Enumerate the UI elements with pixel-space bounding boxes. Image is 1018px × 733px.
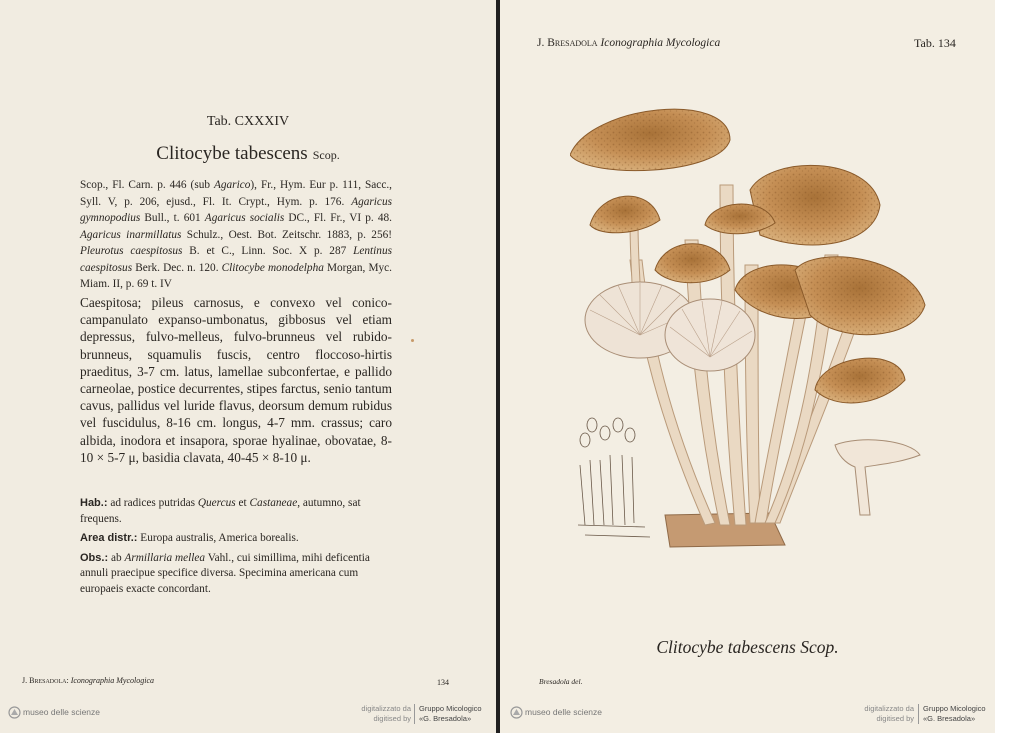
running-footer: J. Bresadola: Iconographia Mycologica [22,676,154,685]
artist-credit: Bresadola del. [539,677,583,686]
observation-label: Obs.: [80,551,109,564]
text-run: Pleurotus caespitosus [80,245,183,257]
paper-speck [411,339,414,342]
text-run: Agaricus inarmillatus [80,228,182,241]
page-header [537,37,720,49]
area-label: Area distr.: [80,532,138,544]
text-run: B. et C., Linn. Soc. X p. 287 [182,245,354,257]
header-author: J. Bresadola [537,37,598,49]
species-title [0,143,496,165]
group-credit-right: Gruppo Micologico «G. Bresadola» [918,704,986,724]
text-run: Castaneae [249,497,298,509]
text-run: DC., Fl. Fr., VI p. 48. [284,212,392,224]
right-margin-strip [995,0,1018,733]
cross-section [835,440,920,515]
text-run: Agaricus gymnopodius [80,195,392,224]
text-run: Vahl., cui simillima, mihi deficentia annuli praecipue specifice diversa. Specimina americana cum europaeis exacte concordant. [80,551,370,595]
museum-logo-icon [8,706,21,719]
area-text: Europa australis, America borealis. [137,532,299,544]
text-run: Agaricus socialis [204,212,285,224]
observation-text [80,552,370,595]
species-name: Clitocybe tabescens [156,143,308,164]
text-run: Berk. Dec. n. 120. [132,261,222,274]
museum-credit-right: museo delle scienze [510,706,602,719]
habitat-label: Hab.: [80,497,108,509]
tab-title: Tab. CXXXIV [206,114,290,129]
text-run: Lentinus caespitosus [80,245,392,274]
text-run: Clitocybe monodelpha [221,261,324,274]
text-run: ad radices putridas [107,497,198,509]
text-run: Quercus [197,497,236,509]
group-credit: Gruppo Micologico «G. Bresadola» [414,704,482,724]
observation-note [80,551,392,598]
text-run: Agarico [213,179,251,191]
left-page [0,0,496,733]
text-run: ), Fr., Hym. Eur p. 111, Sacc., Syll. V, p. 206, ejusd., Fl. It. Crypt., Hym. p. 176. [80,179,392,208]
synonymy-paragraph [80,177,392,293]
header-tab: Tab. 134 [914,36,956,50]
plate-caption: Clitocybe tabescens Scop. [656,637,839,657]
running-footer-title: Iconographia Mycologica [70,676,154,685]
text-run: Morgan, Myc. Miam. II, p. 69 t. IV [80,261,392,290]
spore-drawings [578,418,650,537]
running-footer-author: J. Bresadola [22,676,67,685]
digitized-credit-right: digitalizzato da digitised by [864,704,914,723]
header-title: Iconographia Mycologica [600,37,721,49]
text-run: Armillaria mellea [124,551,206,564]
right-page [500,0,995,733]
notes-section [80,496,392,601]
habitat-text [80,497,361,525]
museum-logo-icon [510,706,523,719]
digitized-credit: digitalizzato da digitised by [361,704,411,723]
text-run: ab [108,551,125,564]
text-run: Scop., Fl. Carn. p. 446 (sub [80,179,214,191]
mushroom-plate-illustration [570,95,930,555]
species-author: Scop. [312,148,340,162]
text-run: , autumno, sat frequens. [80,497,361,525]
text-run: Schulz., Oest. Bot. Zeitschr. 1883, p. 256! [181,228,392,241]
description-paragraph: Caespitosa; pileus carnosus, e convexo vel conico-campanulato expanso-umbonatus, gibbosus vel etiam depressus, fulvo-melleus, fulvo-brunneus vel rubido-brunneus, squamulis fuscis, centro floccoso-hirtis praeditus, 3-7 cm. latus, lamellae subconfertae, e pallido carneolae, postice decurrentes, stipes farctus, senio tantum cavus, pallidus vel luride flavus, deorsum demum rubidus vel fuscidulus, 8-16 cm. longus, 4-7 mm. crassus; caro albida, inodora et insapora, sporae hyalinae, obovatae, 8-10 × 5-7 μ, basidia clavata, 40-45 × 8-10 μ. [80,295,392,465]
page-number: 134 [437,678,449,687]
habitat-note [80,496,392,527]
text-run: Bull., t. 601 [140,212,205,224]
text-run: et [235,497,250,509]
museum-credit: museo delle scienze [8,706,100,719]
area-note [80,531,392,547]
